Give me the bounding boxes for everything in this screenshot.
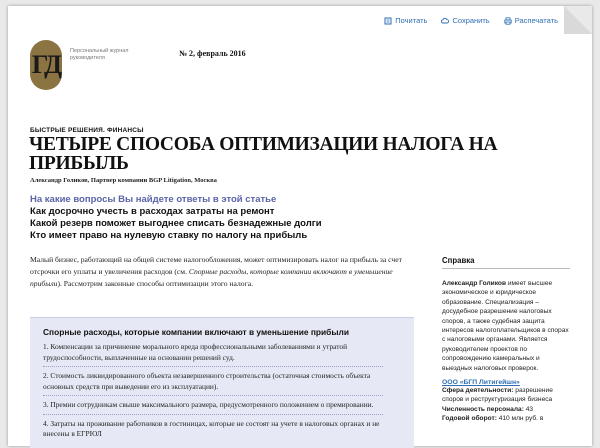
- disputed-expenses-box: [30, 317, 414, 448]
- question-item: Какой резерв поможет выгоднее списать безнадежные долги: [30, 218, 322, 229]
- bio-name: Александр Голиков: [442, 280, 506, 287]
- info-sidebar: [442, 256, 570, 424]
- company-link[interactable]: ООО «БГП Литигейшн»: [442, 379, 520, 387]
- sidebar-heading: Справка: [442, 256, 570, 269]
- box-list-item: 1. Компенсации за причинение морального вреда профессиональными заболеваниями и утратой трудоспособности, выплаченные на основании решений суд.: [43, 342, 348, 362]
- lead-paragraph: [30, 254, 412, 290]
- journal-name: Персональный журнал руководителя: [70, 48, 129, 61]
- company-activity: [442, 386, 570, 405]
- page-fold-corner: [564, 6, 592, 34]
- article-author: Александр Голиков, Партнер компании BGP Litigation, Москва: [30, 177, 217, 184]
- box-divider: [43, 366, 383, 367]
- document-page: [8, 6, 592, 446]
- question-item: Кто имеет право на нулевую ставку по налогу на прибыль: [30, 230, 308, 241]
- cloud-save-icon: [441, 17, 449, 25]
- read-button[interactable]: [384, 16, 427, 25]
- lead-text-end: ). Рассмотрим законные способы оптимизации этого налога.: [57, 279, 253, 288]
- box-list-item: 3. Премии сотрудникам свыше максимального размера, предусмотренного положением о премировании.: [43, 400, 374, 409]
- staff-label: Численность персонала:: [442, 405, 524, 413]
- lead-reference-link[interactable]: Спорные расходы, которые компании включают в уменьшение прибыли: [30, 267, 393, 288]
- company-staff: [442, 405, 570, 414]
- activity-value: разрешение споров и реструктуризация бизнеса: [442, 387, 553, 404]
- section-label: БЫСТРЫЕ РЕШЕНИЯ. ФИНАНСЫ: [30, 127, 144, 134]
- read-icon: [384, 17, 392, 25]
- box-divider: [43, 414, 383, 415]
- save-button[interactable]: [441, 16, 489, 25]
- print-label: Распечатать: [514, 16, 558, 25]
- article-toolbar: [384, 16, 558, 25]
- question-item: Как досрочно учесть в расходах затраты на ремонт: [30, 206, 275, 217]
- questions-heading: На какие вопросы Вы найдете ответы в этой статье: [30, 194, 277, 205]
- box-list-item: 2. Стоимость ликвидированного объекта незавершенного строительства (остаточная стоимость объекта основных средств при выведении его из эксплуатации).: [43, 371, 371, 391]
- turnover-value: 410 млн руб. в: [496, 415, 544, 423]
- logo-text: ГД: [31, 50, 61, 79]
- box-list-item: 4. Затраты на проживание работников в гостиницах, которые не состоят на учете в налоговых органах и не внесены в ЕГРЮЛ: [43, 418, 380, 438]
- journal-logo: [30, 40, 62, 90]
- print-button[interactable]: [504, 16, 558, 25]
- sidebar-bio: [442, 279, 570, 373]
- activity-label: Сфера деятельности:: [442, 387, 514, 395]
- lead-text-start: Малый бизнес, работающий на общей системе налогообложения, может оптимизировать налог на прибыль за счет отсрочки его уплаты и увеличения расходов (см.: [30, 255, 402, 276]
- save-label: Сохранить: [452, 16, 490, 25]
- issue-number: № 2, февраль 2016: [179, 49, 246, 58]
- company-turnover: [442, 414, 570, 423]
- article-title: ЧЕТЫРЕ СПОСОБА ОПТИМИЗАЦИИ НАЛОГА НА ПРИБЫЛЬ: [29, 134, 498, 174]
- box-divider: [43, 395, 383, 396]
- box-list: [43, 342, 383, 443]
- turnover-label: Годовой оборот:: [442, 415, 497, 423]
- box-title: Спорные расходы, которые компании включают в уменьшение прибыли: [43, 327, 349, 337]
- staff-value: 43: [523, 405, 534, 413]
- read-label: Почитать: [395, 16, 428, 25]
- questions-block: [30, 194, 390, 242]
- print-icon: [504, 17, 512, 25]
- bio-text: имеет высшее экономическое и юридическое образование. Специализация – досудебное разрешение налоговых споров, а также судебная защита интересов налогоплательщиков в спорах с налоговыми органами. Является руководителем проектов по сопровождению камеральных и выездных налоговых проверок.: [442, 280, 569, 372]
